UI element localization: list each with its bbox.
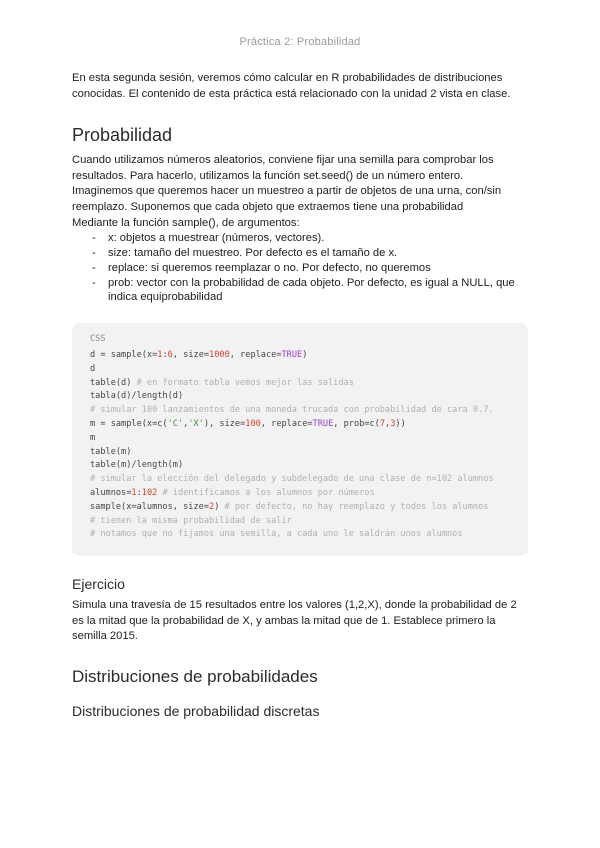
code-line: d = sample(x=1:6, size=1000, replace=TRUE) bbox=[90, 349, 308, 360]
exercise-text: Simula una travesía de 15 resultados entre los valores (1,2,X), donde la probabilidad de 2 es la mitad que la probabilidad de X, y ambas la mitad que de 1. Establece primero la semilla 2015. bbox=[72, 599, 517, 643]
code-line: alumnos=1:102 # identificamos a los alumnos por números bbox=[90, 487, 375, 498]
section-heading-probabilidad: Probabilidad bbox=[72, 125, 173, 146]
code-language-label: CSS bbox=[90, 334, 106, 345]
code-line: # simular la elección del delegado y subdelegado de una clase de n=102 alumnos bbox=[90, 474, 494, 485]
code-line: # simular 100 lanzamientos de una moneda trucada con probabilidad de cara 0.7. bbox=[90, 405, 494, 416]
code-line: sample(x=alumnos, size=2) # por defecto, no hay reemplazo y todos los alumnos bbox=[90, 501, 489, 512]
paragraph-seed: Cuando utilizamos números aleatorios, conviene fijar una semilla para comprobar los resultados. Para hacerlo, utilizamos la función set.seed() de un número entero. bbox=[72, 154, 494, 182]
code-line: tabla(d)/length(d) bbox=[90, 391, 184, 402]
subsection-heading-discretas: Distribuciones de probabilidad discretas bbox=[72, 702, 320, 719]
document-body bbox=[72, 70, 528, 719]
argument-item-x: - x: objetos a muestrear (números, vectores). bbox=[92, 231, 528, 246]
code-line: m = sample(x=c('C','X'), size=100, replace=TRUE, prob=c(7,3)) bbox=[90, 418, 406, 429]
intro-paragraph: En esta segunda sesión, veremos cómo calcular en R probabilidades de distribuciones conocidas. El contenido de esta práctica está relacionado con la unidad 2 vista en clase. bbox=[72, 72, 511, 100]
code-line: # notamos que no fijamos una semilla, a cada uno le saldrán unos alumnos bbox=[90, 529, 463, 540]
argument-item-size: - size: tamaño del muestreo. Por defecto es el tamaño de x. bbox=[92, 246, 528, 261]
argument-list bbox=[72, 231, 528, 305]
code-line: m bbox=[90, 432, 96, 443]
paragraph-urn: Imaginemos que queremos hacer un muestreo a partir de objetos de una urna, con/sin reemplazo. Suponemos que cada objeto que extraemos tiene una probabilidad bbox=[72, 185, 502, 213]
code-line: table(m)/length(m) bbox=[90, 460, 184, 471]
paragraph-sample-intro: Mediante la función sample(), de argumentos: bbox=[72, 216, 300, 229]
code-lines bbox=[90, 349, 510, 542]
code-line: d bbox=[90, 363, 96, 374]
argument-item-prob: - prob: vector con la probabilidad de cada objeto. Por defecto, es igual a NULL, que indica equiprobabilidad bbox=[92, 276, 528, 306]
code-line: # tienen la misma probabilidad de salir bbox=[90, 515, 292, 526]
exercise-heading: Ejercicio bbox=[72, 576, 125, 593]
page-header: Práctica 2: Probabilidad bbox=[239, 36, 361, 48]
code-line: table(m) bbox=[90, 446, 132, 457]
code-line: table(d) # en formato tabla vemos mejor las salidas bbox=[90, 377, 354, 388]
argument-item-replace: - replace: si queremos reemplazar o no. Por defecto, no queremos bbox=[92, 261, 528, 276]
section-heading-distribuciones: Distribuciones de probabilidades bbox=[72, 666, 318, 686]
code-block[interactable] bbox=[72, 323, 528, 556]
